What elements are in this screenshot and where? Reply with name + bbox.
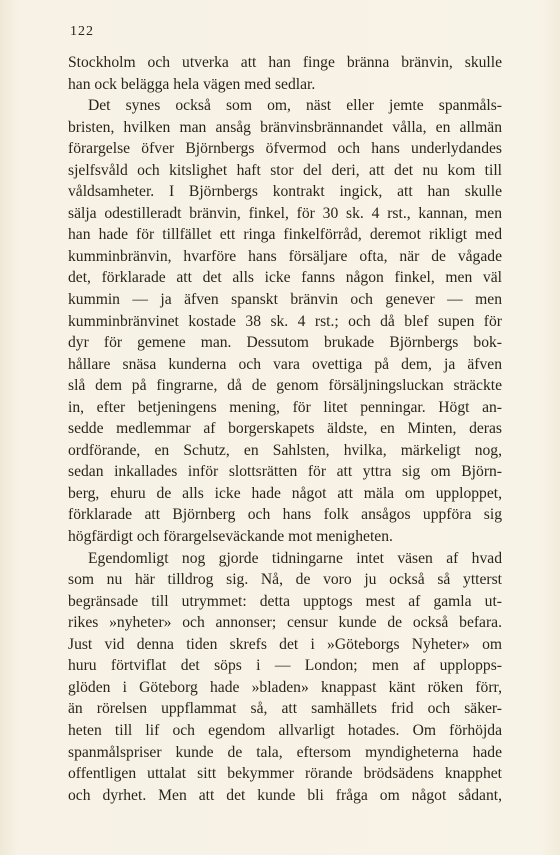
text-line: Egendomligt nog gjorde tidningarne intet väsen af hvad bbox=[88, 549, 502, 567]
text-line: berg, ehuru de alls icke hade något att mäla om upploppet, bbox=[68, 484, 502, 502]
text-line: sjelfsvåld och kitslighet haft stor del deri, att det nu kom till bbox=[68, 161, 502, 179]
text-line: rikes »nyheter» och annonser; censur kunde de också befara. bbox=[68, 614, 502, 632]
text-line: kumminbränvinet kostade 38 sk. 4 rst.; och då blef supen för bbox=[68, 312, 502, 330]
body-text bbox=[68, 52, 502, 806]
text-line: våldsamheter. I Björnbergs kontrakt ingick, att han skulle bbox=[68, 183, 502, 201]
text-line: in, efter betjeningens mening, för litet penningar. Högt an- bbox=[68, 398, 502, 416]
text-line: glöden i Göteborg hade »bladen» knappast känt röken förr, bbox=[68, 678, 502, 696]
text-line: hållare snäsa kunderna och vara ovettiga på dem, ja äfven bbox=[68, 355, 502, 373]
text-line: förklarade att Björnberg och hans folk ansågos uppföra sig bbox=[68, 506, 502, 524]
text-line: slå dem på fingrarne, då de genom försäljningsluckan sträckte bbox=[68, 377, 502, 395]
page-number: 122 bbox=[70, 24, 94, 39]
text-line: bristen, hvilken man ansåg bränvinsbrännandet vålla, en allmän bbox=[68, 118, 502, 136]
text-line: kummin — ja äfven spanskt bränvin och genever — men bbox=[68, 291, 502, 309]
text-line: sedan inkallades inför slottsrätten för att yttra sig om Björn- bbox=[68, 463, 502, 481]
text-line: offentligen uttalat sitt bekymmer rörande brödsädens knapphet bbox=[68, 765, 502, 783]
text-line: spanmålspriser kunde de tala, eftersom myndigheterna hade bbox=[68, 743, 502, 761]
text-line: han ock belägga hela vägen med sedlar. bbox=[68, 75, 316, 93]
text-line: begränsade till utrymmet: detta upptogs mest af gamla ut- bbox=[68, 592, 502, 610]
text-line: heten till lif och egendom allvarligt hotades. Om förhöjda bbox=[68, 721, 502, 739]
text-line: högfärdigt och förargelseväckande mot menigheten. bbox=[68, 528, 393, 546]
text-line: förargelse öfver Björnbergs öfvermod och hans underlydandes bbox=[68, 140, 502, 158]
text-line: huru förtviflat det söps i — London; men af upplopps- bbox=[68, 657, 502, 675]
text-line: än rörelsen uppflammat så, att samhällets frid och säker- bbox=[68, 700, 502, 718]
text-line: och dyrhet. Men att det kunde bli fråga om något sådant, bbox=[68, 786, 502, 804]
text-line: sedde medlemmar af borgerskapets äldste, en Minten, deras bbox=[68, 420, 502, 438]
text-line: som nu här tilldrog sig. Nå, de voro ju också så ytterst bbox=[68, 571, 502, 589]
text-line: kumminbränvin, hvarföre hans försäljare ofta, när de vågade bbox=[68, 247, 502, 265]
text-line: sälja odestilleradt bränvin, finkel, för 30 sk. 4 rst., kannan, men bbox=[68, 204, 502, 222]
text-line: han hade för tillfället ett ringa finkelförråd, deremot rikligt med bbox=[68, 226, 502, 244]
text-line: ordförande, en Schutz, en Sahlsten, hvilka, märkeligt nog, bbox=[68, 441, 502, 459]
text-line: Det synes också som om, näst eller jemte spanmåls- bbox=[88, 97, 502, 115]
text-line: det, förklarade att det alls icke fanns någon finkel, men väl bbox=[68, 269, 502, 287]
text-line: Just vid denna tiden skrefs det i »Göteborgs Nyheter» om bbox=[68, 635, 502, 653]
text-line: Stockholm och utverka att han finge bränna bränvin, skulle bbox=[68, 54, 502, 71]
text-line: dyr för gemene man. Dessutom brukade Björnbergs bok- bbox=[68, 334, 502, 352]
